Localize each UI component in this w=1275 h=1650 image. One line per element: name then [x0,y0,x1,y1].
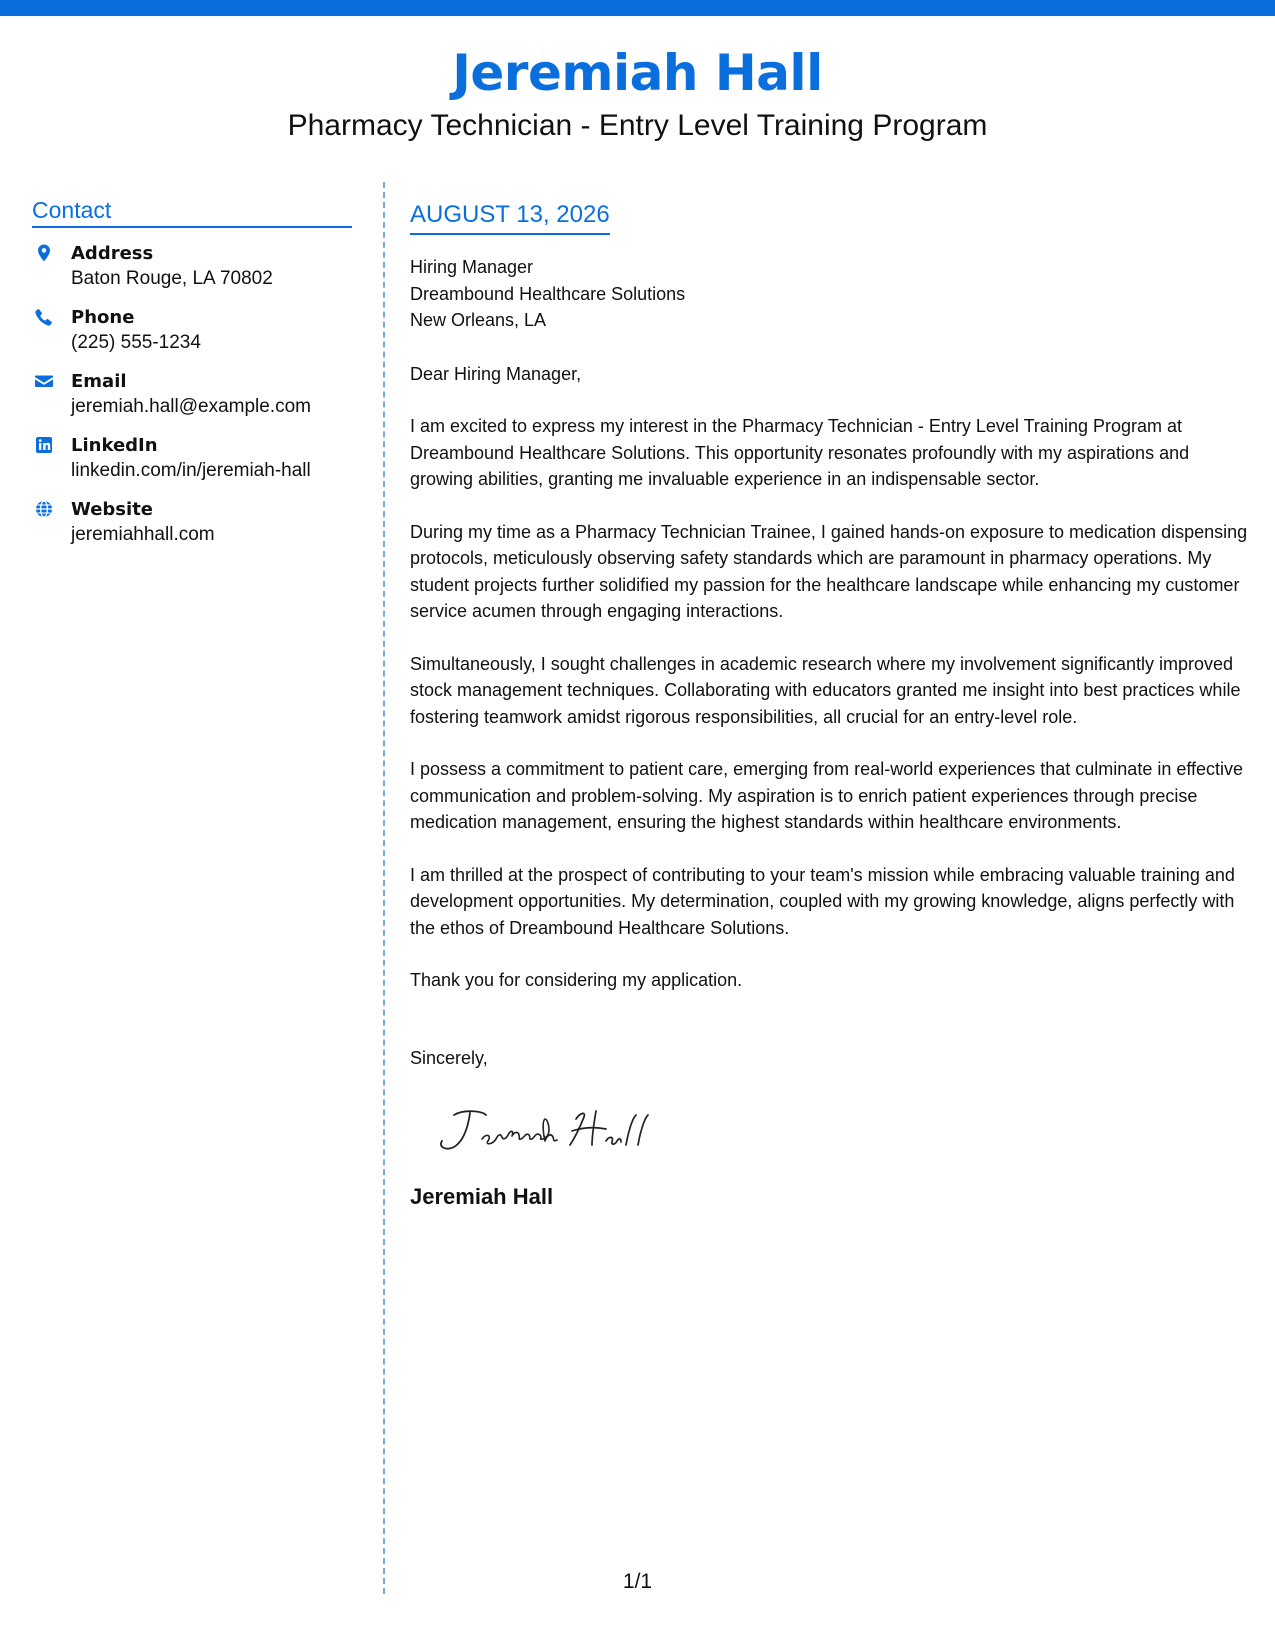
email-label: Email [71,371,127,392]
contact-phone [32,306,352,356]
map-pin-icon [34,243,54,263]
paragraph: I possess a commitment to patient care, emerging from real-world experiences that culminate in effective communication and problem-solving. My aspiration is to enrich patient experiences through precise medication management, ensuring the highest standards within healthcare environments. [410,759,1244,832]
letter-body [410,198,1255,1211]
address-value: Baton Rouge, LA 70802 [71,268,273,289]
phone-icon [34,307,54,327]
top-accent-bar [0,0,1275,16]
letter-date: AUGUST 13, 2026 [410,198,610,235]
globe-icon [34,499,54,519]
page-number: 1/1 [622,1570,653,1593]
signer-name: Jeremiah Hall [410,1183,554,1209]
website-value: jeremiahhall.com [71,524,215,545]
handwritten-signature [424,1101,664,1157]
contact-address [32,242,352,292]
website-label: Website [71,499,154,520]
envelope-icon [34,371,54,391]
recipient-line: Hiring Manager [410,257,534,277]
paragraph: Simultaneously, I sought challenges in academic research where my involvement significantly improved stock management techniques. Collaborating with educators granted me insight into best practices while fostering teamwork amidst rigorous responsibilities, all crucial for an entry-level role. [410,653,1241,727]
contact-linkedin [32,434,352,484]
paragraph: During my time as a Pharmacy Technician Trainee, I gained hands-on exposure to medication dispensing protocols, meticulously observing safety standards which are paramount in pharmacy operations. My student projects further solidified my passion for the healthcare landscape while enhancing my customer service acumen through engaging interactions. [410,521,1248,621]
paragraph: I am thrilled at the prospect of contributing to your team's mission while embracing valuable training and development opportunities. My determination, coupled with my growing knowledge, aligns perfectly with the ethos of Dreambound Healthcare Solutions. [410,864,1235,938]
contact-sidebar [32,196,352,548]
contact-website [32,498,352,548]
linkedin-icon [34,435,54,455]
linkedin-value: linkedin.com/in/jeremiah-hall [71,460,311,481]
paragraph: Thank you for considering my application. [410,970,743,990]
recipient-line: New Orleans, LA [410,310,547,330]
closing: Sincerely, [410,1047,488,1068]
recipient-line: Dreambound Healthcare Solutions [410,283,686,304]
address-label: Address [71,243,154,264]
column-divider [383,182,385,1594]
email-value: jeremiah.hall@example.com [71,396,311,417]
salutation: Dear Hiring Manager, [410,363,582,384]
job-title: Pharmacy Technician - Entry Level Training Program [287,109,988,142]
contact-heading: Contact [32,196,352,228]
contact-email [32,370,352,420]
header [0,40,1275,146]
recipient-block [410,254,1255,334]
applicant-name: Jeremiah Hall [452,44,823,102]
phone-value: (225) 555-1234 [71,332,201,353]
paragraph: I am excited to express my interest in the Pharmacy Technician - Entry Level Training Program at Dreambound Healthcare Solutions. This opportunity resonates profoundly with my aspirations and growing abilities, granting me invaluable experience in an indispensable sector. [410,416,1190,489]
phone-label: Phone [71,307,135,328]
linkedin-label: LinkedIn [71,435,158,456]
